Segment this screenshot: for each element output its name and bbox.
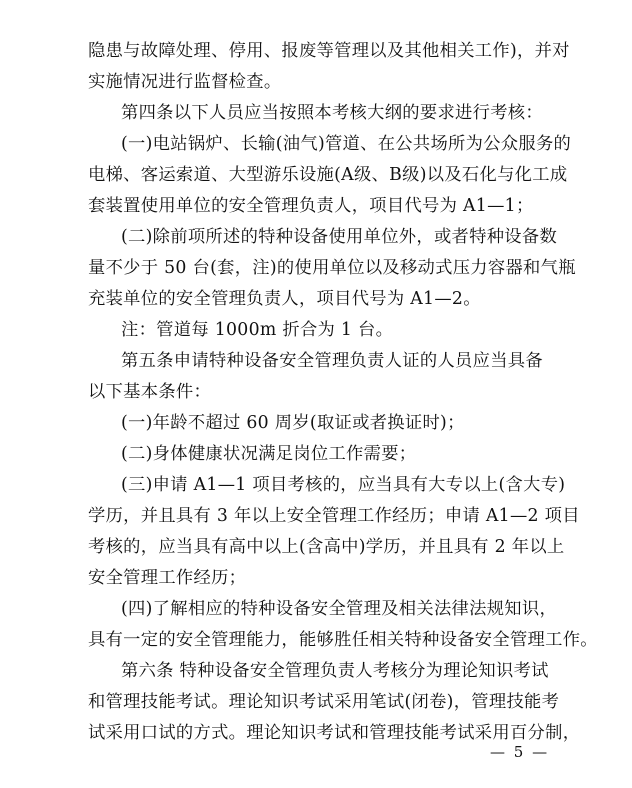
text-line: 安全管理工作经历； [88, 568, 247, 588]
text-line: (一)年龄不超过 60 周岁(取证或者换证时)； [121, 413, 465, 433]
text-line: 量不少于 50 台(套，注)的使用单位以及移动式压力容器和气瓶 [88, 258, 576, 278]
article-4-heading: 第四条以下人员应当按照本考核大纲的要求进行考核： [121, 103, 543, 123]
text-line: 充装单位的安全管理负责人，项目代号为 A1—2。 [88, 289, 481, 309]
article-5-heading: 第五条申请特种设备安全管理负责人证的人员应当具备 [121, 351, 543, 371]
document-body [88, 36, 598, 749]
text-line: 实施情况进行监督检查。 [88, 72, 282, 92]
text-line: (四)了解相应的特种设备安全管理及相关法律法规知识， [121, 599, 558, 619]
text-line: 具有一定的安全管理能力，能够胜任相关特种设备安全管理工作。 [88, 630, 598, 650]
text-line: 试采用口试的方式。理论知识考试和管理技能考试采用百分制， [88, 723, 581, 743]
text-line: (二)身体健康状况满足岗位工作需要； [121, 444, 417, 464]
text-line: 学历，并且具有 3 年以上安全管理工作经历；申请 A1—2 项目 [88, 506, 580, 526]
text-line: (二)除前项所述的特种设备使用单位外，或者特种设备数 [121, 227, 558, 247]
note-line: 注：管道每 1000m 折合为 1 台。 [121, 320, 394, 340]
text-line: (三)申请 A1—1 项目考核的，应当具有大专以上(含大专) [121, 475, 566, 495]
text-line: 考核的，应当具有高中以上(含高中)学历，并且具有 2 年以上 [88, 537, 565, 557]
text-line: (一)电站锅炉、长输(油气)管道、在公共场所为公众服务的 [121, 134, 572, 154]
text-line: 电梯、客运索道、大型游乐设施(A级、B级)以及石化与化工成 [88, 165, 568, 185]
text-line: 套装置使用单位的安全管理负责人，项目代号为 A1—1； [88, 196, 534, 216]
text-line: 以下基本条件： [88, 382, 212, 402]
text-line: 隐患与故障处理、停用、报废等管理以及其他相关工作)，并对 [88, 41, 570, 61]
article-6-heading: 第六条 特种设备安全管理负责人考核分为理论知识考试 [121, 661, 549, 681]
text-line: 和管理技能考试。理论知识考试采用笔试(闭卷)，管理技能考 [88, 692, 560, 712]
page-number: — 5 — [490, 743, 550, 761]
